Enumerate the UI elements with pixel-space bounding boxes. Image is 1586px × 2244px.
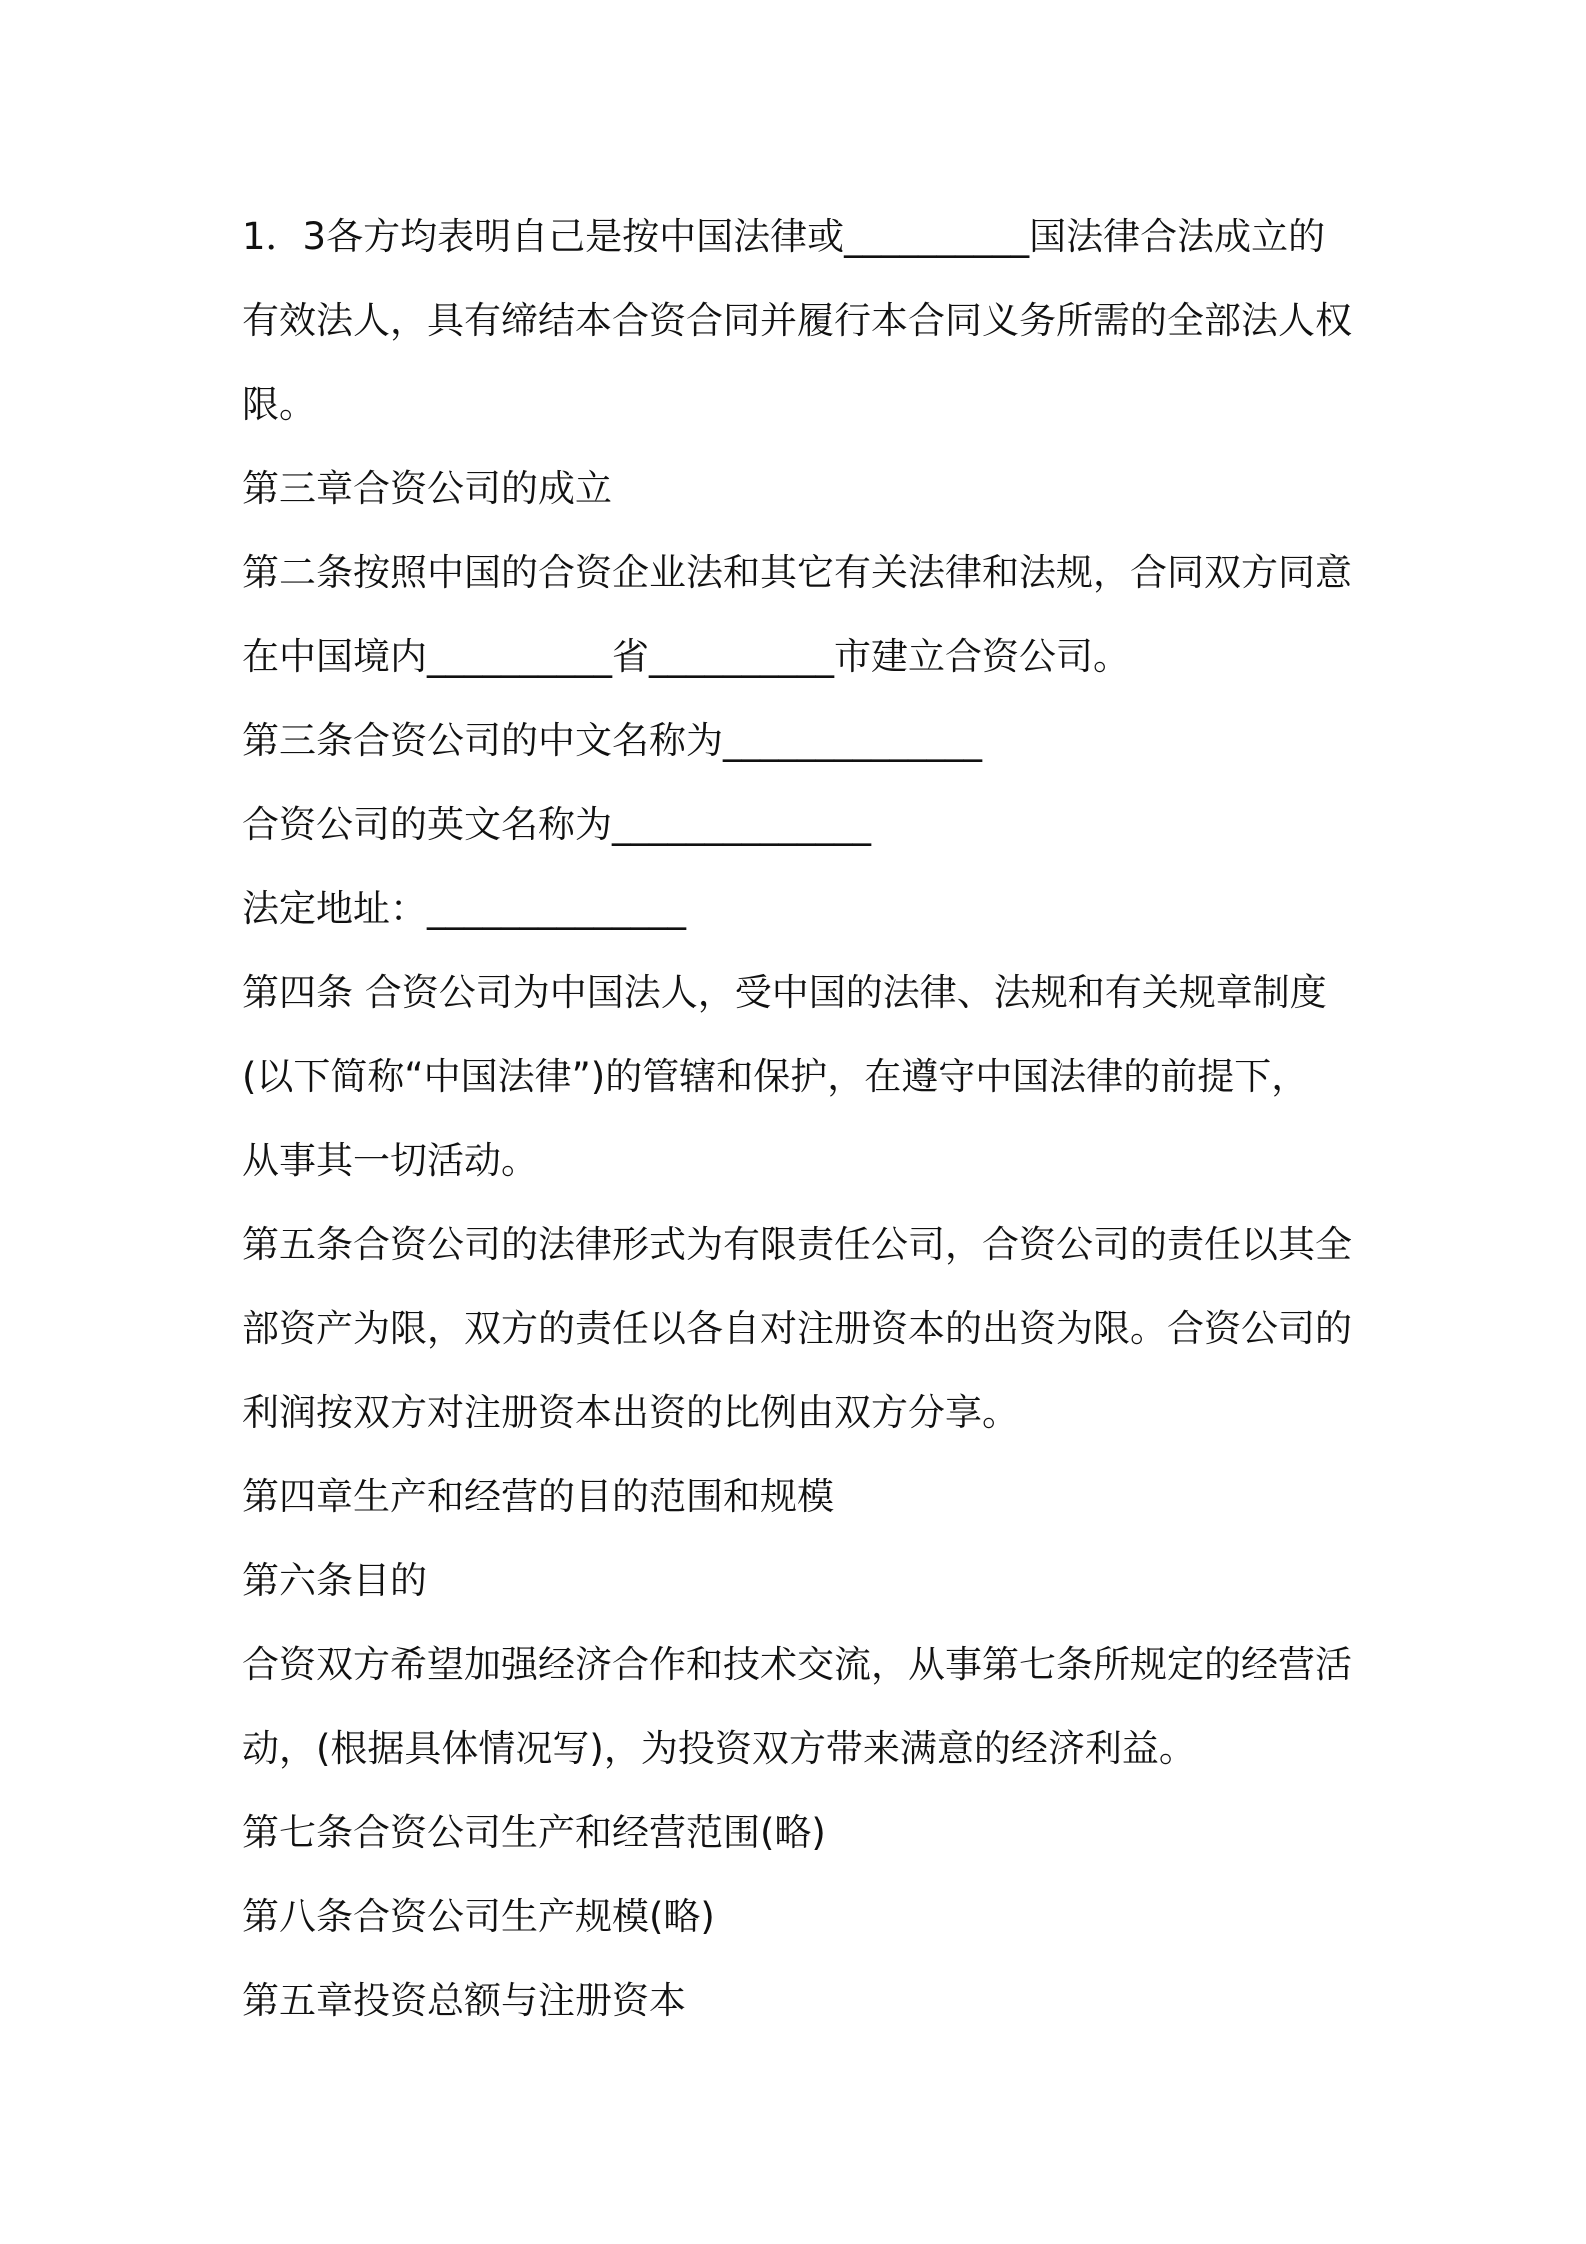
article-5-line-3: 利润按双方对注册资本出资的比例由双方分享。 bbox=[242, 1391, 1019, 1434]
article-4-line-1: 第四条 合资公司为中国法人，受中国的法律、法规和有关规章制度 bbox=[242, 971, 1327, 1014]
article-4-line-3: 从事其一切活动。 bbox=[242, 1139, 538, 1182]
document-body bbox=[242, 195, 1362, 2043]
article-2-line-2: 在中国境内__________省__________市建立合资公司。 bbox=[242, 635, 1130, 678]
clause-1-3-line-2: 有效法人，具有缔结本合资合同并履行本合同义务所需的全部法人权 bbox=[242, 299, 1352, 342]
article-5-line-2: 部资产为限，双方的责任以各自对注册资本的出资为限。合资公司的 bbox=[242, 1307, 1352, 1350]
article-6-line-2: 动，(根据具体情况写)，为投资双方带来满意的经济利益。 bbox=[242, 1727, 1196, 1770]
article-2-line-1: 第二条按照中国的合资企业法和其它有关法律和法规，合同双方同意 bbox=[242, 551, 1352, 594]
article-7: 第七条合资公司生产和经营范围(略) bbox=[242, 1811, 826, 1854]
article-4-line-2: (以下简称“中国法律”)的管辖和保护，在遵守中国法律的前提下， bbox=[242, 1055, 1309, 1098]
chapter-4-heading: 第四章生产和经营的目的范围和规模 bbox=[242, 1475, 834, 1518]
article-3-english-name: 合资公司的英文名称为______________ bbox=[242, 803, 871, 846]
legal-address: 法定地址：______________ bbox=[242, 887, 686, 930]
chapter-5-heading: 第五章投资总额与注册资本 bbox=[242, 1979, 686, 2022]
article-8: 第八条合资公司生产规模(略) bbox=[242, 1895, 715, 1938]
article-5-line-1: 第五条合资公司的法律形式为有限责任公司，合资公司的责任以其全 bbox=[242, 1223, 1352, 1266]
clause-1-3-line-1: 1．3各方均表明自己是按中国法律或__________国法律合法成立的 bbox=[242, 215, 1326, 258]
article-6-line-1: 合资双方希望加强经济合作和技术交流，从事第七条所规定的经营活 bbox=[242, 1643, 1352, 1686]
chapter-3-heading: 第三章合资公司的成立 bbox=[242, 467, 612, 510]
article-6-heading: 第六条目的 bbox=[242, 1559, 427, 1602]
article-3-chinese-name: 第三条合资公司的中文名称为______________ bbox=[242, 719, 982, 762]
clause-1-3-line-3: 限。 bbox=[242, 383, 316, 426]
